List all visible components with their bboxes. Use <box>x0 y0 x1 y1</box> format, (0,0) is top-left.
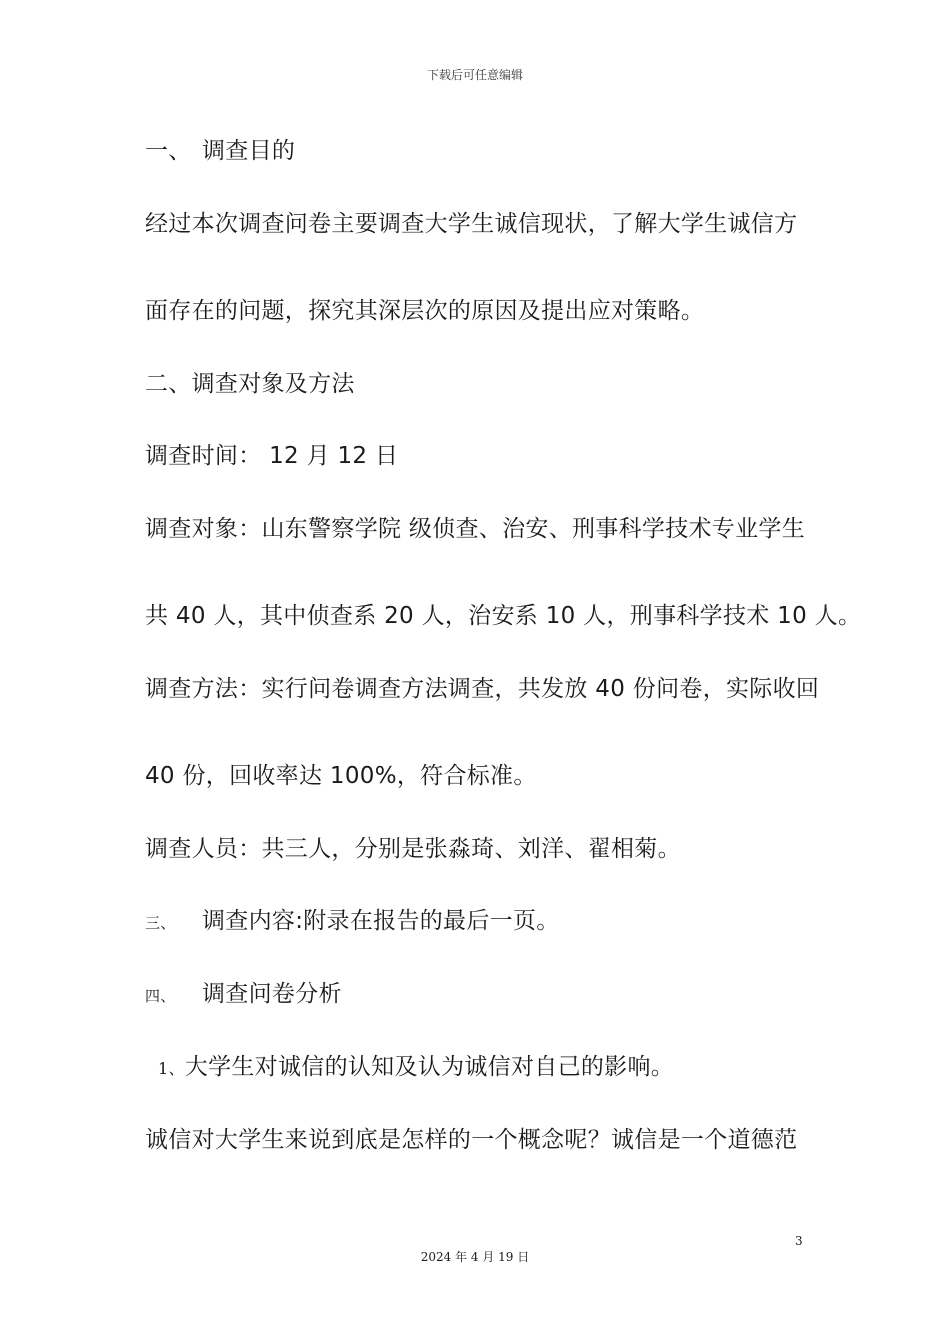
section-title: 调查问卷分析 <box>202 981 342 1007</box>
survey-object-line: 共 40 人，其中侦查系 20 人，治安系 10 人，刑事科学技术 10 人。 <box>145 603 862 629</box>
section-heading-3 <box>145 906 825 938</box>
paragraph-line: 诚信对大学生来说到底是怎样的一个概念呢？诚信是一个道德范 <box>145 1127 798 1153</box>
paragraph-line: 经过本次调查问卷主要调查大学生诚信现状，了解大学生诚信方 <box>145 211 798 237</box>
subsection-title: 大学生对诚信的认知及认为诚信对自己的影响。 <box>184 1054 675 1080</box>
page-number: 3 <box>795 1234 803 1248</box>
section-number: 一、 <box>145 138 192 164</box>
section-number: 三、 <box>145 914 176 932</box>
section-heading-2: 二、调查对象及方法 <box>145 371 355 397</box>
section-heading-1 <box>145 136 825 166</box>
paragraph-line: 面存在的问题，探究其深层次的原因及提出应对策略。 <box>145 298 705 324</box>
page-header: 下载后可任意编辑 <box>426 68 523 82</box>
section-title: 调查目的 <box>202 138 296 164</box>
section-number: 四、 <box>145 987 176 1005</box>
section-title: 调查内容:附录在报告的最后一页。 <box>202 908 560 934</box>
survey-method-line: 调查方法：实行问卷调查方法调查，共发放 40 份问卷，实际收回 <box>145 676 820 702</box>
survey-staff: 调查人员：共三人，分别是张淼琦、刘洋、翟相菊。 <box>145 836 681 862</box>
section-heading-4 <box>145 979 825 1011</box>
survey-time: 调查时间： 12 月 12 日 <box>145 443 399 469</box>
subsection-number: 1、 <box>158 1059 185 1078</box>
subsection-heading <box>145 1052 838 1084</box>
footer-date: 2024 年 4 月 19 日 <box>420 1250 530 1264</box>
survey-method-line: 40 份，回收率达 100%，符合标准。 <box>145 763 537 789</box>
survey-object-line: 调查对象：山东警察学院 级侦查、治安、刑事科学技术专业学生 <box>145 516 806 542</box>
